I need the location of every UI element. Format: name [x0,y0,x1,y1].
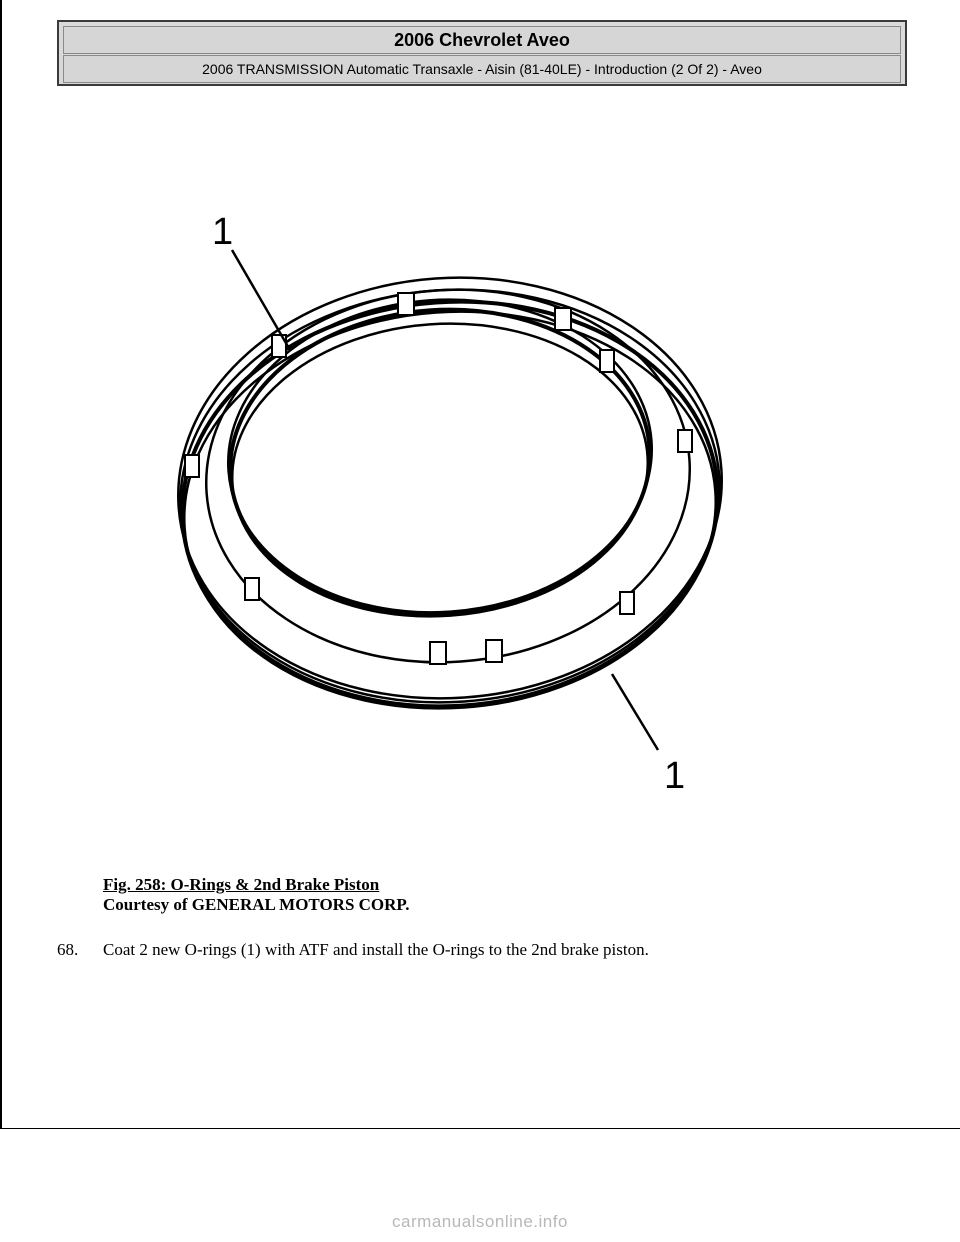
document-title: 2006 Chevrolet Aveo [63,26,901,54]
callout-top: 1 [212,211,234,253]
document-header [57,20,907,86]
figure-caption [103,875,410,915]
figure-title[interactable]: Fig. 258: O-Rings & 2nd Brake Piston [103,875,380,894]
callout-bottom: 1 [664,755,686,797]
step-number: 68. [57,940,79,959]
document-subtitle: 2006 TRANSMISSION Automatic Transaxle - Aisin (81-40LE) - Introduction (2 Of 2) - Aveo [63,55,901,83]
figure-courtesy: Courtesy of GENERAL MOTORS CORP. [103,895,410,914]
procedure-step [57,939,649,961]
o-ring-piston-illustration [150,200,750,800]
step-text: Coat 2 new O-rings (1) with ATF and install the O-rings to the 2nd brake piston. [103,940,649,959]
footer-watermark: carmanualsonline.info [392,1212,568,1231]
